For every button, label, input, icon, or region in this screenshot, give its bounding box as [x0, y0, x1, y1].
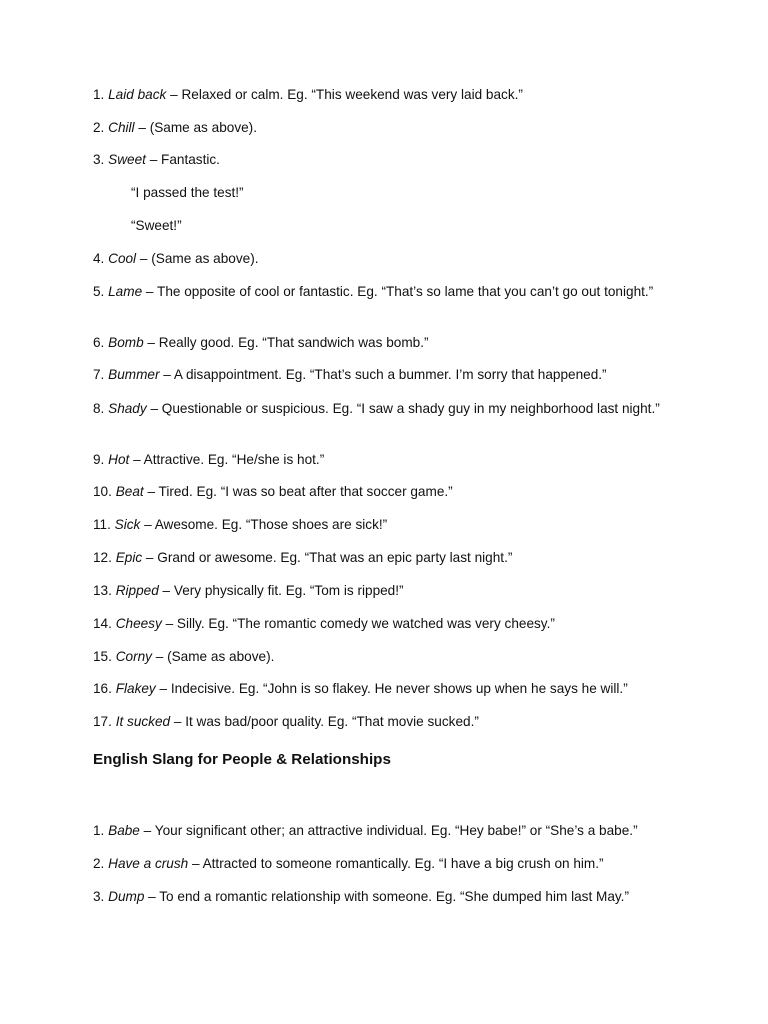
item-number: 14. [93, 616, 112, 631]
definition: Your significant other; an attractive individual. Eg. “Hey babe!” or “She’s a babe.” [154, 823, 638, 838]
slang-term: Bummer [108, 367, 160, 382]
dash: – [155, 649, 164, 664]
definition: A disappointment. Eg. “That’s such a bummer. I’m sorry that happened.” [173, 367, 607, 382]
dash: – [143, 823, 152, 838]
definition: Relaxed or calm. Eg. “This weekend was very laid back.” [181, 87, 523, 102]
definition: Grand or awesome. Eg. “That was an epic party last night.” [157, 550, 513, 565]
list-item [93, 855, 683, 873]
list-item [93, 151, 683, 169]
slang-term: Epic [115, 550, 143, 565]
section-heading: English Slang for People & Relationships [93, 751, 391, 768]
slang-term: Have a crush [108, 856, 189, 871]
slang-term: Cheesy [115, 616, 162, 631]
item-number: 2. [93, 120, 105, 135]
dash: – [147, 484, 155, 499]
item-number: 3. [93, 152, 105, 167]
definition: Questionable or suspicious. Eg. “I saw a shady guy in my neighborhood last night.” [161, 401, 660, 416]
list-item [93, 400, 683, 418]
item-number: 8. [93, 401, 105, 416]
list-item [93, 822, 683, 840]
slang-term: Lame [108, 284, 143, 299]
list-item [93, 888, 683, 906]
list-item [93, 713, 683, 731]
list-item [93, 119, 683, 137]
dash: – [145, 284, 154, 299]
slang-term: Shady [108, 401, 147, 416]
item-number: 2. [93, 856, 105, 871]
dash: – [133, 452, 141, 467]
dash: – [150, 401, 159, 416]
item-number: 12. [93, 550, 112, 565]
item-number: 5. [93, 284, 105, 299]
dash: – [162, 583, 171, 598]
dialogue-line: “Sweet!” [131, 218, 182, 233]
item-number: 9. [93, 452, 105, 467]
definition: It was bad/poor quality. Eg. “That movie sucked.” [185, 714, 479, 729]
item-number: 16. [93, 681, 112, 696]
dialogue-line: “I passed the test!” [131, 185, 244, 200]
list-item [93, 250, 683, 268]
definition: Attracted to someone romantically. Eg. “I have a big crush on him.” [202, 856, 604, 871]
definition: Really good. Eg. “That sandwich was bomb.” [158, 335, 429, 350]
slang-term: It sucked [115, 714, 171, 729]
slang-term: Beat [115, 484, 144, 499]
dash: – [173, 714, 182, 729]
list-item [93, 366, 683, 384]
definition: To end a romantic relationship with someone. Eg. “She dumped him last May.” [159, 889, 629, 904]
dash: – [144, 517, 152, 532]
item-number: 1. [93, 87, 105, 102]
item-number: 4. [93, 251, 105, 266]
dash: – [165, 616, 174, 631]
item-number: 17. [93, 714, 112, 729]
item-number: 10. [93, 484, 112, 499]
slang-term: Bomb [108, 335, 144, 350]
definition: (Same as above). [151, 251, 259, 266]
slang-term: Sick [114, 517, 141, 532]
dash: – [192, 856, 200, 871]
list-item [93, 86, 683, 104]
item-number: 11. [93, 517, 111, 532]
dash: – [139, 251, 148, 266]
slang-term: Chill [108, 120, 135, 135]
item-number: 15. [93, 649, 112, 664]
slang-term: Babe [108, 823, 140, 838]
slang-term: Flakey [115, 681, 156, 696]
item-number: 6. [93, 335, 105, 350]
dash: – [147, 335, 155, 350]
definition: Tired. Eg. “I was so beat after that soccer game.” [158, 484, 453, 499]
slang-term: Hot [108, 452, 130, 467]
list-item [93, 615, 683, 633]
list-item [93, 516, 683, 534]
slang-term: Dump [108, 889, 145, 904]
dash: – [159, 681, 168, 696]
list-item [93, 483, 683, 501]
slang-term: Laid back [108, 87, 167, 102]
list-item [93, 648, 683, 666]
definition: Very physically fit. Eg. “Tom is ripped!” [173, 583, 404, 598]
slang-term: Ripped [115, 583, 159, 598]
dash: – [148, 889, 156, 904]
dash: – [145, 550, 154, 565]
definition: (Same as above). [167, 649, 275, 664]
slang-term: Sweet [108, 152, 146, 167]
item-number: 3. [93, 889, 105, 904]
definition: Silly. Eg. “The romantic comedy we watched was very cheesy.” [176, 616, 555, 631]
dash: – [149, 152, 158, 167]
item-number: 7. [93, 367, 105, 382]
list-item [93, 451, 683, 469]
definition: Fantastic. [161, 152, 220, 167]
dash: – [163, 367, 171, 382]
item-number: 13. [93, 583, 112, 598]
definition: The opposite of cool or fantastic. Eg. “That’s so lame that you can’t go out tonight.” [157, 284, 654, 299]
list-item [93, 283, 683, 301]
definition: Indecisive. Eg. “John is so flakey. He never shows up when he says he will.” [170, 681, 628, 696]
slang-term: Cool [108, 251, 137, 266]
dash: – [138, 120, 146, 135]
list-item [93, 680, 683, 698]
dash: – [170, 87, 178, 102]
item-number: 1. [93, 823, 105, 838]
definition: Attractive. Eg. “He/she is hot.” [143, 452, 325, 467]
definition: Awesome. Eg. “Those shoes are sick!” [154, 517, 388, 532]
list-item [93, 582, 683, 600]
list-item [93, 334, 683, 352]
definition: (Same as above). [149, 120, 257, 135]
slang-term: Corny [115, 649, 152, 664]
list-item [93, 549, 683, 567]
